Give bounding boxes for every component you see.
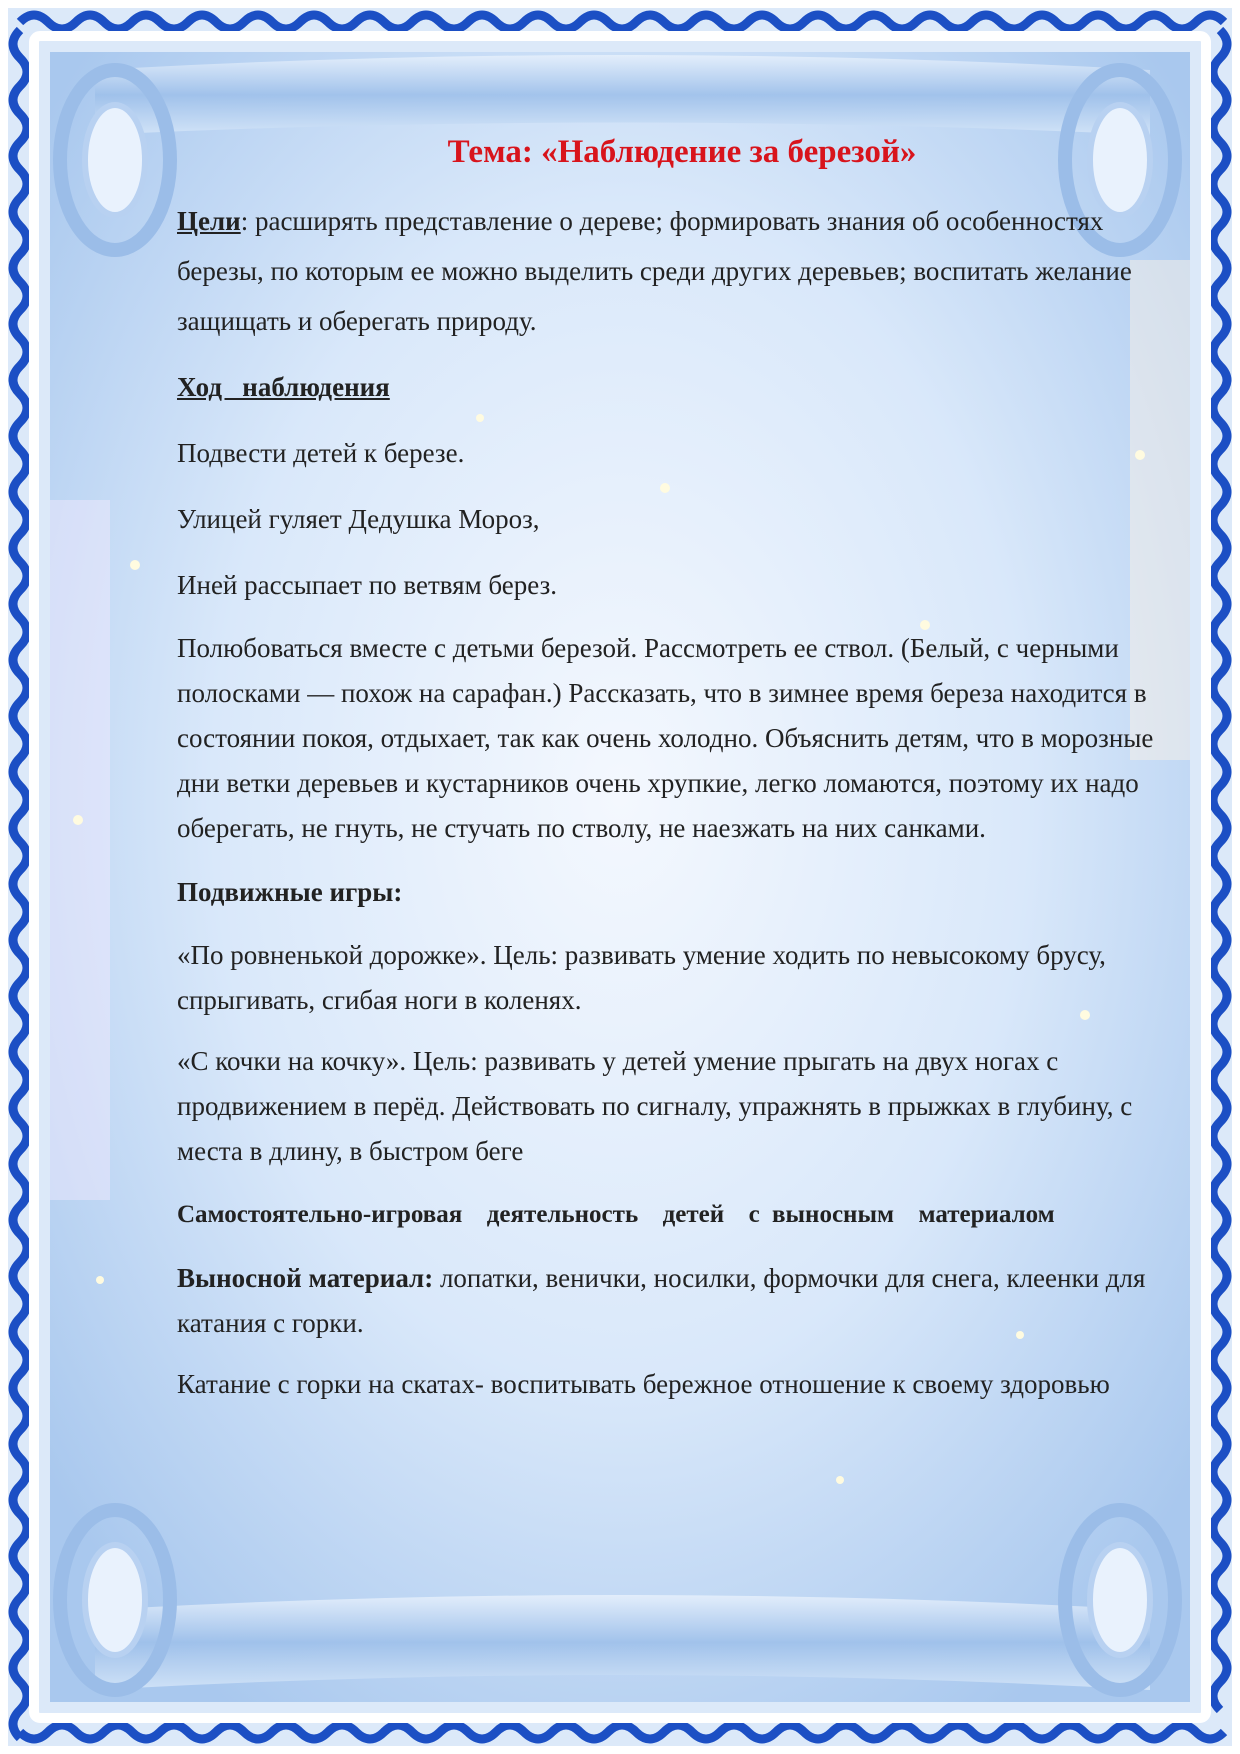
poem-line-1: Улицей гуляет Дедушка Мороз, [177,504,540,534]
games-heading: Подвижные игры: [177,877,403,907]
material-text: лопатки, венички, носилки, формочки для снега, клеенки для катания с горки. [177,1263,1146,1338]
game-2: «С кочки на кочку». Цель: развивать у детей умение прыгать на двух ногах с продвижением в перёд. Действовать по сигналу, упражнять в прыжках в глубину, с места в длину, в быстром беге [177,1046,1133,1166]
description-paragraph: Полюбоваться вместе с детьми березой. Рассмотреть ее ствол. (Белый, с черными полосками — похож на сарафан.) Рассказать, что в зимнее время береза находится в состоянии покоя, отдыхает, так как очень холодно. Объяснить детям, что в морозные дни ветки деревьев и кустарников очень хрупкие, легко ломаются, поэтому их надо оберегать, не гнуть, не стучать по стволу, не наезжать на них санками. [177,633,1154,843]
document-body [177,130,1157,1423]
observation-heading-text: Ход наблюдения [177,372,390,402]
poem-line-2: Иней рассыпает по ветвям берез. [177,570,558,600]
goals-text: : расширять представление о дереве; формировать знания об особенностях березы, по которым ее можно выделить среди других деревьев; воспитать желание защищать и оберегать природу. [177,206,1132,336]
wavy-border-right [1213,30,1227,1710]
goals-label: Цели [177,206,241,236]
observation-heading [177,362,1157,412]
intro-paragraph: Подвести детей к березе. [177,438,465,468]
material-label: Выносной материал: [177,1263,434,1293]
independent-play-heading: Самостоятельно-игровая деятельность детей с выносным материалом [177,1201,1055,1228]
material-paragraph [177,1256,1157,1346]
left-glow [50,500,110,1200]
sledding-paragraph: Катание с горки на скатах- воспитывать бережное отношение к своему здоровью [177,1369,1110,1399]
game-1: «По ровненькой дорожке». Цель: развивать умение ходить по невысокому брусу, спрыгивать, сгибая ноги в коленях. [177,940,1106,1015]
goals-paragraph [177,196,1157,346]
page-title: Тема: «Наблюдение за березой» [447,134,917,170]
